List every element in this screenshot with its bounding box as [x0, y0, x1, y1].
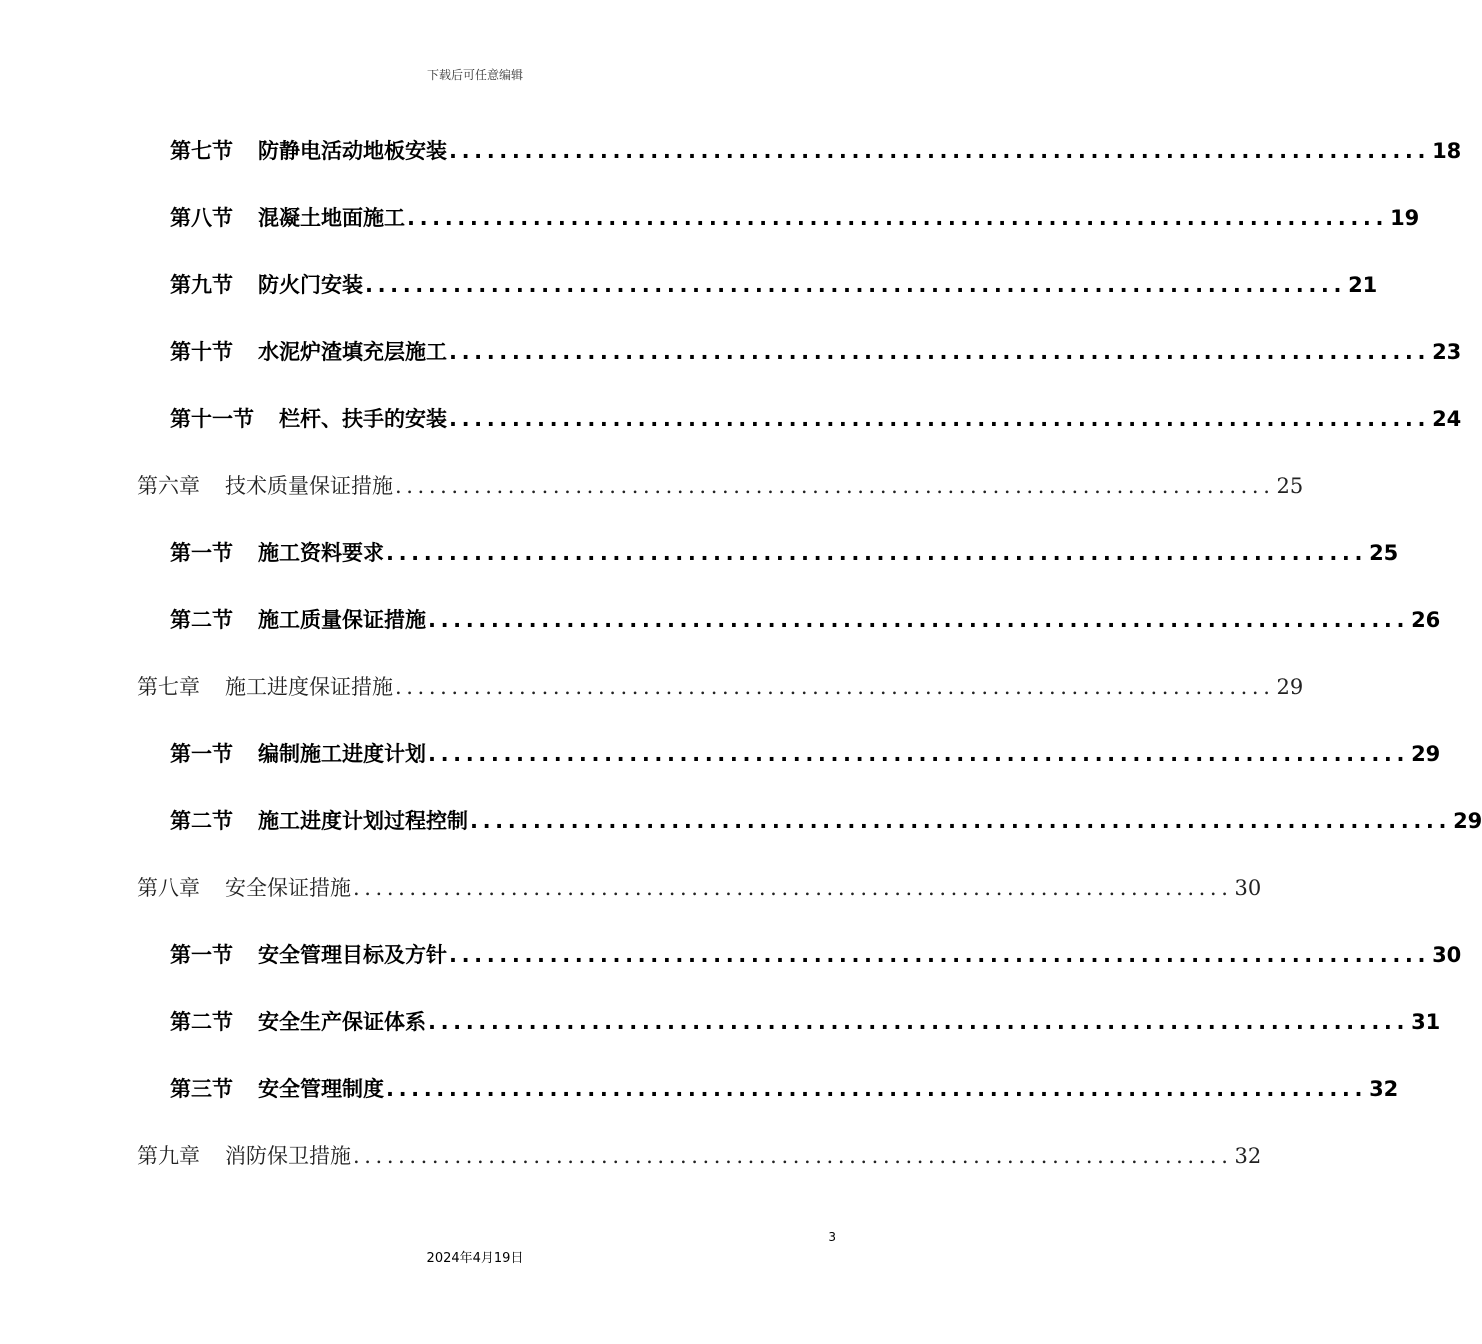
toc-entry[interactable]	[170, 1073, 1399, 1107]
toc-dot-leader: ..............................................................................	[386, 1077, 1368, 1101]
toc-entry-number: 第二节	[170, 809, 233, 833]
toc-entry-number: 第三节	[170, 1077, 233, 1101]
toc-entry-title: 技术质量保证措施	[225, 474, 393, 498]
toc-entry-number: 第九节	[170, 273, 233, 297]
toc-entry-page: 19	[1390, 206, 1420, 230]
toc-entry[interactable]	[170, 939, 1462, 973]
toc-entry-page: 26	[1411, 608, 1441, 632]
toc-entry-number: 第一节	[170, 541, 233, 565]
toc-entry-title: 安全保证措施	[225, 876, 351, 900]
toc-entry-page: 31	[1411, 1010, 1441, 1034]
toc-entry[interactable]	[170, 403, 1462, 437]
toc-entry-number: 第二节	[170, 608, 233, 632]
toc-dot-leader: ..............................................................................	[428, 742, 1410, 766]
toc-entry-page: 25	[1276, 474, 1304, 498]
toc-chapter-entry[interactable]	[137, 470, 1304, 504]
toc-chapter-entry[interactable]	[137, 872, 1262, 906]
toc-dot-leader: ..............................................................................	[353, 1144, 1233, 1168]
toc-dot-leader: ..............................................................................	[449, 340, 1431, 364]
toc-entry-number: 第一节	[170, 943, 233, 967]
toc-entry-title: 施工质量保证措施	[258, 608, 426, 632]
toc-entry-number: 第七章	[137, 675, 200, 699]
toc-entry-number: 第七节	[170, 139, 233, 163]
toc-entry-page: 32	[1369, 1077, 1399, 1101]
toc-entry[interactable]	[170, 604, 1441, 638]
toc-dot-leader: ..............................................................................	[395, 474, 1275, 498]
toc-entry-title: 施工进度保证措施	[225, 675, 393, 699]
toc-dot-leader: ..............................................................................	[428, 1010, 1410, 1034]
toc-entry-title: 安全管理目标及方针	[258, 943, 447, 967]
toc-entry-number: 第六章	[137, 474, 200, 498]
header-note: 下载后可任意编辑	[426, 68, 523, 82]
toc-entry-title: 编制施工进度计划	[258, 742, 426, 766]
toc-dot-leader: ..............................................................................	[395, 675, 1275, 699]
toc-entry-page: 29	[1453, 809, 1482, 833]
footer-date: 2024年4月19日	[426, 1251, 524, 1266]
toc-entry[interactable]	[170, 738, 1441, 772]
toc-entry-title: 施工资料要求	[258, 541, 384, 565]
toc-entry-number: 第八节	[170, 206, 233, 230]
toc-entry-page: 18	[1432, 139, 1462, 163]
toc-dot-leader: ..............................................................................	[470, 809, 1452, 833]
page-number: 3	[828, 1230, 836, 1244]
toc-dot-leader: ..............................................................................	[449, 407, 1431, 431]
toc-entry-title: 安全管理制度	[258, 1077, 384, 1101]
toc-entry[interactable]	[170, 1006, 1441, 1040]
toc-dot-leader: ..............................................................................	[449, 139, 1431, 163]
toc-entry-title: 水泥炉渣填充层施工	[258, 340, 447, 364]
toc-entry-page: 29	[1411, 742, 1441, 766]
toc-entry-number: 第九章	[137, 1144, 200, 1168]
toc-dot-leader: ..............................................................................	[449, 943, 1431, 967]
toc-entry-page: 25	[1369, 541, 1399, 565]
toc-chapter-entry[interactable]	[137, 1140, 1262, 1174]
toc-entry[interactable]	[170, 202, 1420, 236]
toc-dot-leader: ..............................................................................	[353, 876, 1233, 900]
toc-entry[interactable]	[170, 537, 1399, 571]
toc-dot-leader: ..............................................................................	[407, 206, 1389, 230]
toc-entry-number: 第十节	[170, 340, 233, 364]
toc-entry-title: 施工进度计划过程控制	[258, 809, 468, 833]
toc-dot-leader: ..............................................................................	[365, 273, 1347, 297]
toc-entry-title: 消防保卫措施	[225, 1144, 351, 1168]
toc-entry-page: 21	[1348, 273, 1378, 297]
toc-entry-title: 防静电活动地板安装	[258, 139, 447, 163]
toc-entry-page: 32	[1234, 1144, 1262, 1168]
toc-entry-title: 安全生产保证体系	[258, 1010, 426, 1034]
toc-entry-title: 防火门安装	[258, 273, 363, 297]
toc-entry-number: 第二节	[170, 1010, 233, 1034]
toc-entry-page: 30	[1234, 876, 1262, 900]
toc-chapter-entry[interactable]	[137, 671, 1304, 705]
toc-entry-title: 混凝土地面施工	[258, 206, 405, 230]
toc-entry[interactable]	[170, 135, 1462, 169]
toc-entry[interactable]	[170, 336, 1462, 370]
toc-entry-number: 第十一节	[170, 407, 254, 431]
toc-dot-leader: ..............................................................................	[428, 608, 1410, 632]
toc-entry-number: 第八章	[137, 876, 200, 900]
toc-entry-title: 栏杆、扶手的安装	[279, 407, 447, 431]
toc-entry-page: 29	[1276, 675, 1304, 699]
toc-entry-page: 24	[1432, 407, 1462, 431]
toc-dot-leader: ..............................................................................	[386, 541, 1368, 565]
toc-entry-number: 第一节	[170, 742, 233, 766]
toc-entry-page: 30	[1432, 943, 1462, 967]
toc-entry[interactable]	[170, 805, 1482, 839]
toc-entry[interactable]	[170, 269, 1378, 303]
toc-entry-page: 23	[1432, 340, 1462, 364]
